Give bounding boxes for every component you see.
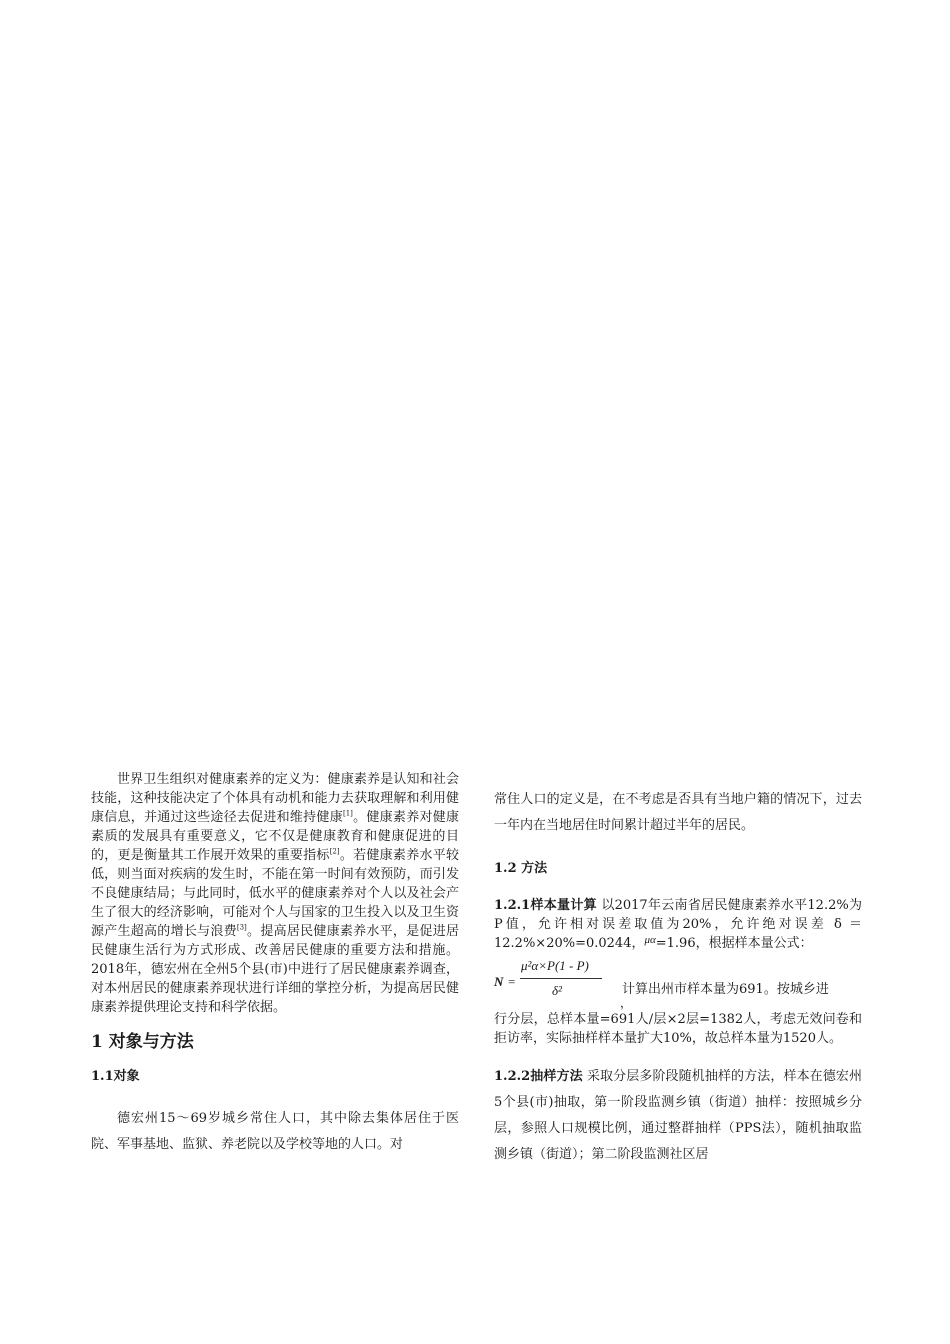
citation-3: [3] [236, 923, 247, 932]
section-1-heading: 1 对象与方法 [91, 1032, 194, 1052]
sample-size-text-3: 计算出州市样本量为691。按城乡进 [622, 982, 829, 997]
sample-size-formula [494, 956, 609, 1002]
formula-denominator: δ² [552, 983, 562, 998]
mu-alpha-symbol: μα [644, 934, 656, 946]
formula-lhs: N [494, 974, 504, 989]
section-1-2-2-label: 1.2.2抽样方法 [494, 1069, 583, 1084]
objects-paragraph: 德宏州15～69岁城乡常住人口，其中除去集体居住于医院、军事基地、监狱、养老院以及学校等地的人口。对 [91, 1111, 459, 1152]
citation-1: [1] [342, 809, 353, 818]
intro-text-3: 。若健康素养水平较低，则当面对疾病的发生时，不能在第一时间有效预防，而引发不良健康结局；与此同时，低水平的健康素养对个人以及社会产生了很大的经济影响，可能对个人与国家的卫生投入以及卫生资源产生超高的增长与浪费 [91, 848, 459, 939]
formula-fraction-line [520, 978, 602, 979]
right-column [494, 787, 862, 1168]
formula-numerator: μ²α×P(1 - P) [521, 958, 589, 973]
sample-size-paragraph-cont: 行分层，总样本量=691人/层×2层=1382人，考虑无效问卷和拒访率，实际抽样样本量扩大10%，故总样本量为1520人。 [494, 1012, 862, 1046]
left-column [91, 770, 459, 1158]
section-1-1-heading: 1.1对象 [91, 1069, 140, 1084]
intro-text-2: 。健康素养对健康素质的发展具有重要意义，它不仅是健康教育和健康促进的目的，更是衡量其工作展开效果的重要指标 [91, 810, 459, 863]
formula-block [494, 956, 862, 1010]
section-1-2-heading: 1.2 方法 [494, 861, 548, 876]
intro-text-1: 世界卫生组织对健康素养的定义为：健康素养是认知和社会技能，这种技能决定了个体具有动机和能力去获取理解和利用健康信息，并通过这些途径去促进和维持健康 [91, 772, 459, 825]
sample-size-text-1: 以2017年云南省居民健康素养水平12.2%为P值，允许相对误差取值为20%，允许绝对误差 δ ＝12.2%×20%=0.0244， [494, 898, 862, 951]
sampling-text: 采取分层多阶段随机抽样的方法，样本在德宏州5个县(市)抽取，第一阶段监测乡镇（街道）抽样：按照城乡分层，参照人口规模比例，通过整群抽样（PPS法），随机抽取监测乡镇（街道）；第二阶段监测社区居 [494, 1069, 862, 1162]
sampling-paragraph [494, 1064, 862, 1168]
section-1-2-1-label: 1.2.1样本量计算 [494, 898, 597, 913]
continued-paragraph: 常住人口的定义是，在不考虑是否具有当地户籍的情况下，过去一年内在当地居住时间累计超过半年的居民。 [494, 792, 862, 833]
citation-2: [2] [329, 847, 340, 856]
formula-equals: = [508, 974, 516, 989]
sample-size-text-2: =1.96，根据样本量公式： [655, 936, 813, 951]
intro-paragraph [91, 770, 459, 1017]
sample-size-paragraph [494, 896, 862, 954]
intro-text-4: 。提高居民健康素养水平，是促进居民健康生活行为方式形成、改善居民健康的重要方法和措施。2018年，德宏州在全州5个县(市)中进行了居民健康素养调查，对本州居民的健康素养现状进行详细的掌控分析，为提高居民健康素养提供理论支持和科学依据。 [91, 924, 459, 1015]
formula-comma: ， [620, 996, 633, 1010]
